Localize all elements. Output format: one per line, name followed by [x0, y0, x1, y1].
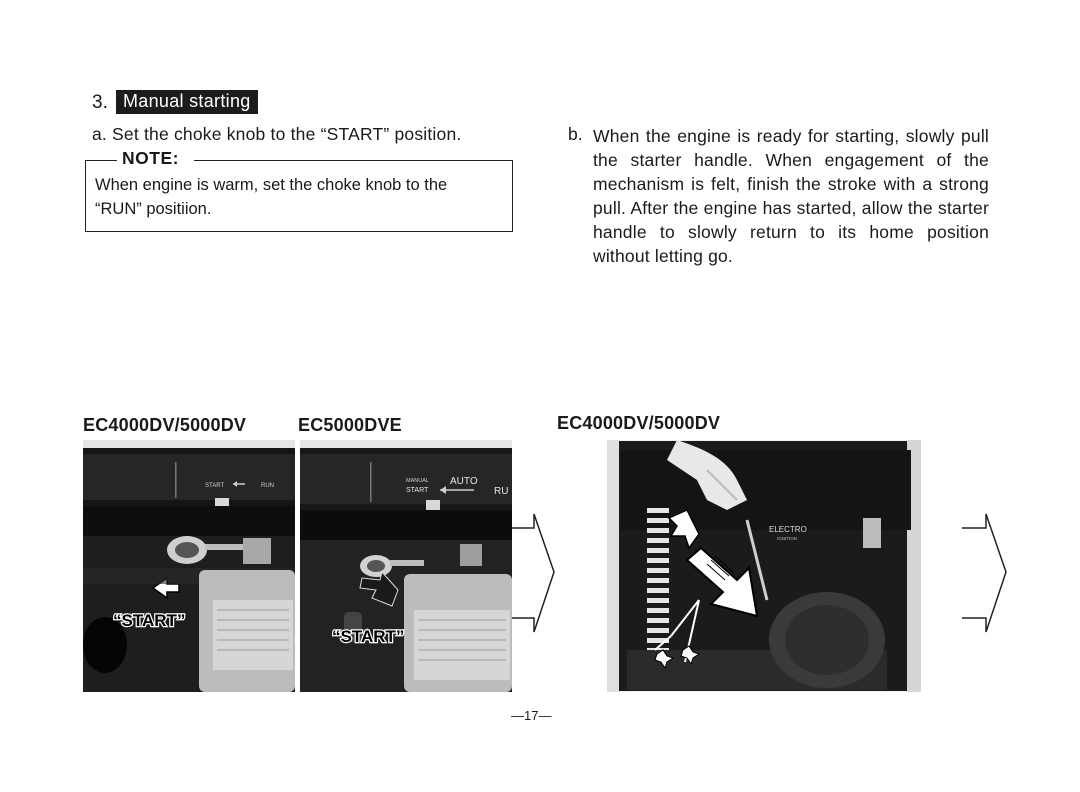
- note-label: NOTE:: [122, 148, 179, 168]
- bracket-arrow-1: [512, 510, 556, 640]
- step-b-text: When the engine is ready for starting, slowly pull the starter handle. When engagement of the mechanism is felt, finish the stroke with a strong pull. After the engine has started, allow the starter handle to slowly return to its home position without letting go.: [593, 126, 989, 266]
- step-a-text: a. Set the choke knob to the “START” position.: [92, 124, 462, 144]
- fig1-start-label: “START”: [113, 611, 186, 630]
- figure-1-photo: [83, 440, 295, 692]
- fig1-panel-run-label: RUN: [261, 483, 274, 489]
- page-number: —17—: [511, 708, 552, 723]
- fig3-panel-label: ELECTRO: [769, 525, 807, 534]
- note-line-1: When engine is warm, set the choke knob to the: [95, 176, 448, 194]
- figure-2-caption: EC5000DVE: [298, 415, 402, 435]
- fig3-panel-sublabel: IGNITION: [777, 536, 797, 541]
- section-title: Manual starting: [116, 90, 258, 114]
- fig2-panel-auto-label: AUTO: [450, 476, 478, 487]
- figure-1-caption: EC4000DV/5000DV: [83, 415, 247, 435]
- figure-3-photo: [607, 440, 921, 692]
- figure-3-caption: EC4000DV/5000DV: [557, 413, 721, 433]
- note-text: [95, 173, 507, 221]
- fig2-start-label: “START”: [332, 627, 405, 646]
- note-top-rule-right: [194, 160, 512, 161]
- note-top-rule-left: [85, 160, 117, 161]
- figure-2-photo: [300, 440, 512, 692]
- section-number: 3.: [92, 92, 108, 113]
- bracket-arrow-2: [962, 510, 1010, 640]
- note-line-2: “RUN” positiion.: [95, 200, 212, 218]
- fig2-panel-run-label: RU: [494, 486, 509, 497]
- fig2-panel-manual-label: MANUAL: [406, 478, 429, 484]
- fig1-panel-start-label: START: [205, 483, 225, 489]
- step-b-letter: b.: [568, 124, 583, 144]
- fig2-panel-start-label: START: [406, 487, 429, 494]
